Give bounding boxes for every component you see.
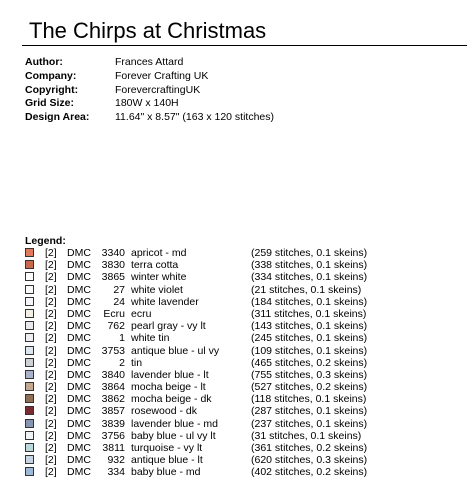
legend-strands: [2]: [45, 442, 57, 454]
legend-code: 3840: [101, 368, 125, 381]
color-swatch: [25, 358, 34, 367]
meta-label: Copyright:: [25, 83, 79, 96]
legend-stats: (21 stitches, 0.1 skeins): [251, 283, 362, 296]
meta-row-copyright: [25, 84, 274, 98]
legend-stats: (527 stitches, 0.2 skeins): [251, 381, 368, 394]
legend-strands: [2]: [45, 271, 57, 284]
legend-brand: DMC: [67, 271, 91, 284]
meta-value: 180W x 140H: [115, 97, 179, 110]
legend-brand: DMC: [67, 393, 91, 406]
color-swatch: [25, 272, 34, 281]
legend-brand: DMC: [67, 417, 91, 430]
title-divider: [22, 45, 467, 46]
legend-row: [25, 295, 368, 308]
legend-strands: [2]: [45, 320, 57, 333]
color-swatch: [25, 285, 34, 294]
legend-stats: (237 stitches, 0.1 skeins): [251, 417, 368, 430]
legend-strands: [2]: [45, 393, 57, 406]
legend-brand: DMC: [67, 307, 91, 320]
legend-row: [25, 454, 368, 467]
legend-stats: (465 stitches, 0.2 skeins): [251, 356, 368, 369]
meta-row-company: [25, 70, 274, 84]
legend-color-name: rosewood - dk: [131, 405, 197, 418]
legend-row: [25, 393, 367, 406]
legend-row: [25, 466, 368, 479]
legend-color-name: terra cotta: [131, 259, 179, 272]
color-swatch: [25, 382, 34, 391]
legend-strands: [2]: [45, 344, 57, 357]
legend-color-name: baby blue - ul vy lt: [131, 429, 216, 442]
legend-code: Ecru: [103, 307, 125, 320]
legend-code: 3340: [101, 247, 125, 259]
legend-brand: DMC: [67, 454, 91, 467]
legend-brand: DMC: [67, 320, 91, 333]
legend-code: 3756: [101, 429, 125, 442]
color-swatch: [25, 321, 34, 330]
thread-legend: [25, 235, 368, 479]
color-swatch: [25, 467, 34, 476]
color-swatch: [25, 455, 34, 464]
legend-brand: DMC: [67, 259, 91, 272]
legend-strands: [2]: [45, 466, 57, 479]
legend-strands: [2]: [45, 368, 57, 381]
meta-row-author: [25, 56, 274, 70]
legend-row: [25, 307, 367, 320]
legend-stats: (118 stitches, 0.1 skeins): [251, 393, 367, 406]
legend-strands: [2]: [45, 417, 57, 430]
meta-label: Design Area:: [25, 111, 90, 124]
color-swatch: [25, 248, 34, 257]
legend-color-name: ecru: [131, 307, 152, 320]
legend-brand: DMC: [67, 429, 91, 442]
legend-color-name: mocha beige - dk: [131, 393, 212, 406]
color-swatch: [25, 370, 34, 379]
legend-stats: (334 stitches, 0.1 skeins): [251, 271, 368, 284]
legend-brand: DMC: [67, 247, 91, 259]
legend-row: [25, 442, 368, 454]
legend-code: 932: [107, 454, 125, 467]
legend-color-name: white tin: [131, 332, 170, 345]
legend-code: 1: [119, 332, 125, 345]
legend-brand: DMC: [67, 283, 91, 296]
legend-row: [25, 344, 368, 357]
legend-color-name: apricot - md: [131, 247, 187, 259]
legend-row: [25, 271, 368, 284]
legend-color-name: white violet: [131, 283, 183, 296]
legend-brand: DMC: [67, 344, 91, 357]
legend-title: Legend:: [25, 235, 66, 247]
legend-stats: (755 stitches, 0.3 skeins): [251, 368, 368, 381]
legend-strands: [2]: [45, 295, 57, 308]
legend-row: [25, 283, 362, 296]
legend-code: 27: [113, 283, 125, 296]
legend-brand: DMC: [67, 381, 91, 394]
pattern-title: The Chirps at Christmas: [29, 18, 267, 43]
legend-strands: [2]: [45, 247, 57, 259]
legend-code: 3811: [102, 442, 125, 454]
legend-row: [25, 332, 368, 345]
legend-brand: DMC: [67, 332, 91, 345]
legend-stats: (31 stitches, 0.1 skeins): [251, 429, 362, 442]
meta-row-grid-size: [25, 97, 274, 111]
meta-value: Frances Attard: [115, 56, 184, 68]
meta-value: 11.64" x 8.57" (163 x 120 stitches): [115, 111, 275, 124]
legend-strands: [2]: [45, 405, 57, 418]
legend-strands: [2]: [45, 332, 57, 345]
legend-stats: (620 stitches, 0.3 skeins): [251, 454, 368, 467]
legend-row: [25, 368, 368, 381]
legend-code: 3753: [101, 344, 125, 357]
legend-color-name: pearl gray - vy lt: [131, 320, 206, 333]
legend-stats: (311 stitches, 0.1 skeins): [251, 307, 367, 320]
legend-code: 334: [107, 466, 125, 479]
color-swatch: [25, 406, 34, 415]
meta-value: Forever Crafting UK: [115, 69, 209, 82]
legend-row: [25, 417, 368, 430]
legend-strands: [2]: [45, 283, 57, 296]
legend-code: 3857: [101, 405, 125, 418]
color-swatch: [25, 419, 34, 428]
color-swatch: [25, 443, 34, 452]
legend-brand: DMC: [67, 295, 91, 308]
legend-strands: [2]: [45, 381, 57, 394]
pattern-info: [25, 56, 274, 125]
legend-brand: DMC: [67, 442, 91, 454]
legend-code: 3830: [101, 259, 125, 272]
legend-color-name: lavender blue - lt: [131, 368, 209, 381]
meta-label: Author:: [25, 56, 63, 68]
legend-code: 3864: [101, 381, 125, 394]
legend-color-name: white lavender: [131, 295, 199, 308]
legend-row: [25, 381, 368, 394]
color-swatch: [25, 431, 34, 440]
legend-code: 3862: [101, 393, 125, 406]
meta-label: Grid Size:: [25, 97, 75, 110]
legend-strands: [2]: [45, 259, 57, 272]
legend-stats: (402 stitches, 0.2 skeins): [251, 466, 368, 479]
color-swatch: [25, 260, 34, 269]
legend-row: [25, 247, 368, 259]
legend-brand: DMC: [67, 405, 91, 418]
legend-row: [25, 356, 368, 369]
legend-stats: (109 stitches, 0.1 skeins): [251, 344, 368, 357]
legend-strands: [2]: [45, 429, 57, 442]
legend-strands: [2]: [45, 454, 57, 467]
legend-stats: (245 stitches, 0.1 skeins): [251, 332, 368, 345]
color-swatch: [25, 297, 34, 306]
legend-stats: (259 stitches, 0.1 skeins): [251, 247, 368, 259]
legend-strands: [2]: [45, 356, 57, 369]
legend-row: [25, 429, 362, 442]
legend-code: 24: [113, 295, 125, 308]
legend-color-name: antique blue - lt: [131, 454, 203, 467]
legend-stats: (287 stitches, 0.1 skeins): [251, 405, 368, 418]
legend-color-name: turquoise - vy lt: [131, 442, 203, 454]
legend-color-name: lavender blue - md: [131, 417, 218, 430]
legend-brand: DMC: [67, 466, 91, 479]
legend-color-name: antique blue - ul vy: [131, 344, 220, 357]
legend-stats: (184 stitches, 0.1 skeins): [251, 295, 368, 308]
color-swatch: [25, 333, 34, 342]
meta-value: ForevercraftingUK: [115, 83, 201, 96]
legend-color-name: winter white: [131, 271, 187, 284]
color-swatch: [25, 309, 34, 318]
legend-stats: (361 stitches, 0.2 skeins): [251, 442, 368, 454]
legend-code: 3865: [101, 271, 125, 284]
legend-code: 3839: [101, 417, 125, 430]
legend-strands: [2]: [45, 307, 57, 320]
legend-rows: [25, 247, 368, 479]
legend-stats: (338 stitches, 0.1 skeins): [251, 259, 368, 272]
meta-row-design-area: [25, 111, 274, 125]
legend-stats: (143 stitches, 0.1 skeins): [251, 320, 368, 333]
legend-color-name: mocha beige - lt: [131, 381, 206, 394]
legend-code: 2: [119, 356, 125, 369]
legend-color-name: baby blue - md: [131, 466, 201, 479]
legend-row: [25, 320, 368, 333]
legend-color-name: tin: [131, 356, 143, 369]
legend-code: 762: [107, 320, 125, 333]
color-swatch: [25, 346, 34, 355]
legend-row: [25, 259, 368, 272]
legend-brand: DMC: [67, 368, 91, 381]
meta-label: Company:: [25, 69, 77, 82]
legend-row: [25, 405, 368, 418]
legend-brand: DMC: [67, 356, 91, 369]
color-swatch: [25, 394, 34, 403]
